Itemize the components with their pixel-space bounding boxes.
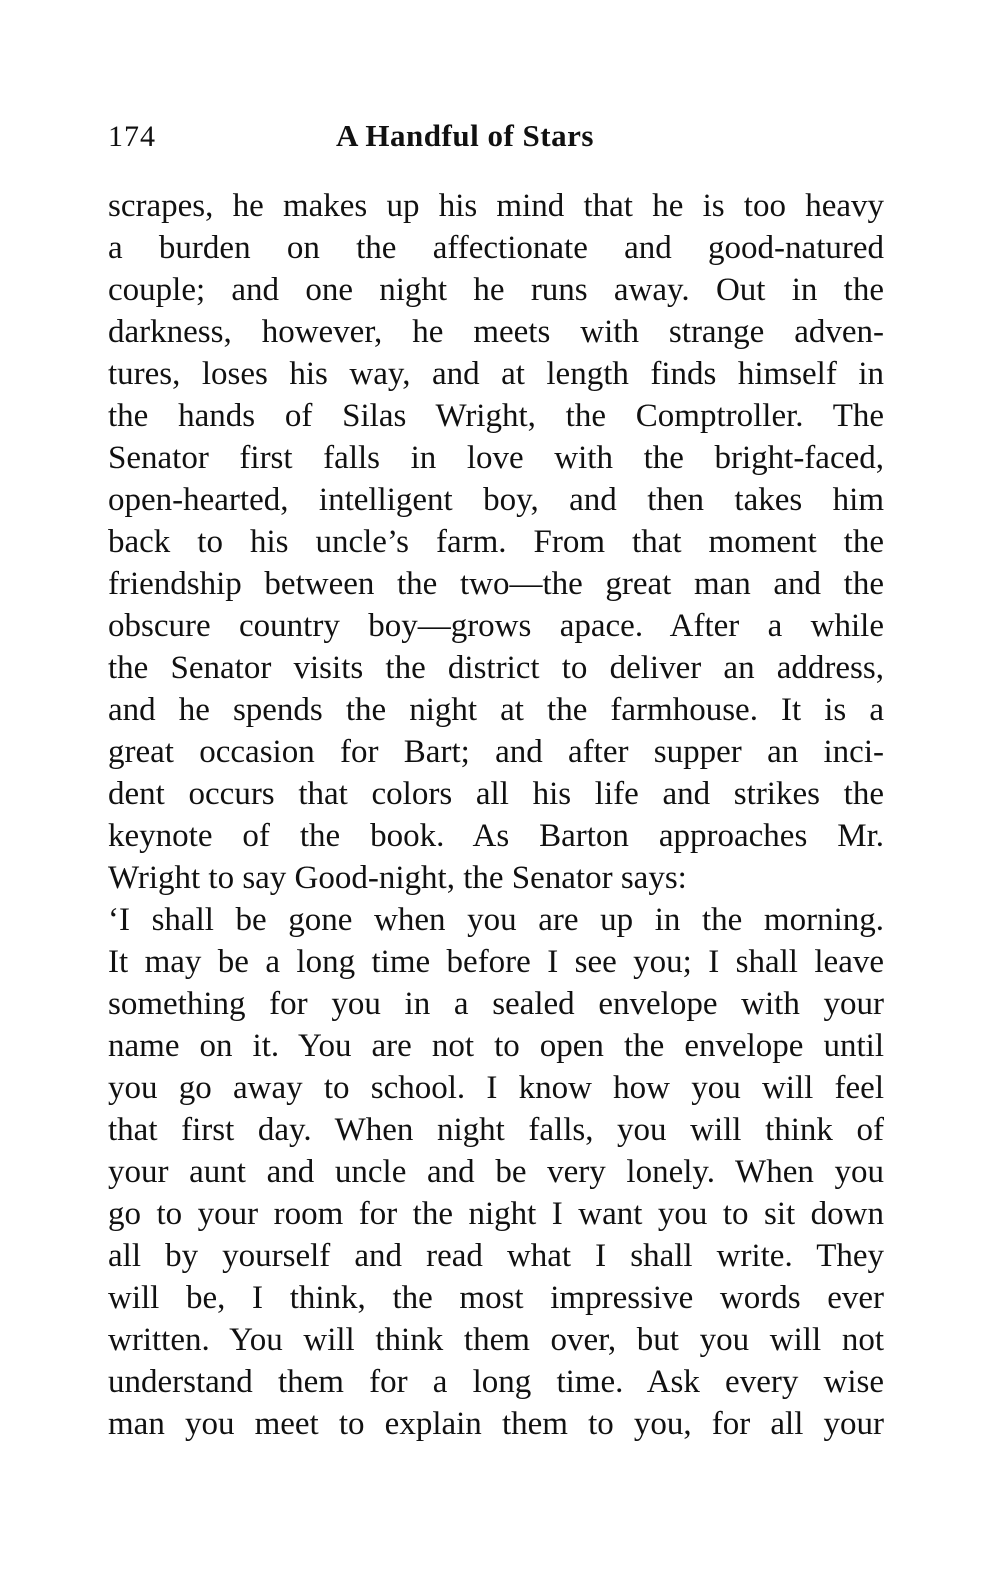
text-line: understand them for a long time. Ask every wise xyxy=(108,1364,884,1400)
text-line: scrapes, he makes up his mind that he is too heavy xyxy=(108,188,884,224)
text-line: open-hearted, intelligent boy, and then takes him xyxy=(108,482,884,518)
text-line: all by yourself and read what I shall write. They xyxy=(108,1238,884,1274)
text-line: great occasion for Bart; and after supper an inci- xyxy=(108,734,884,770)
text-line: Senator first falls in love with the bright-faced, xyxy=(108,440,884,476)
text-line: tures, loses his way, and at length finds himself in xyxy=(108,356,884,392)
text-line: go to your room for the night I want you to sit down xyxy=(108,1196,884,1232)
text-line: couple; and one night he runs away. Out in the xyxy=(108,272,884,308)
page-body xyxy=(108,185,884,1445)
page-header xyxy=(108,112,884,162)
text-line: written. You will think them over, but you will not xyxy=(108,1322,884,1358)
running-title: A Handful of Stars xyxy=(336,118,594,153)
text-line: that first day. When night falls, you will think of xyxy=(108,1112,884,1148)
text-line: Wright to say Good-night, the Senator says: xyxy=(108,860,687,896)
text-line: and he spends the night at the farmhouse. It is a xyxy=(108,692,884,728)
text-line: friendship between the two—the great man and the xyxy=(108,566,884,602)
page-number: 174 xyxy=(108,120,156,153)
text-line: your aunt and uncle and be very lonely. When you xyxy=(108,1154,884,1190)
text-line: keynote of the book. As Barton approaches Mr. xyxy=(108,818,884,854)
text-line: back to his uncle’s farm. From that moment the xyxy=(108,524,884,560)
text-line: the Senator visits the district to deliver an address, xyxy=(108,650,884,686)
text-line: It may be a long time before I see you; I shall leave xyxy=(108,944,884,980)
text-line: will be, I think, the most impressive words ever xyxy=(108,1280,884,1316)
text-line: name on it. You are not to open the envelope until xyxy=(108,1028,884,1064)
text-line: dent occurs that colors all his life and strikes the xyxy=(108,776,884,812)
text-line: you go away to school. I know how you will feel xyxy=(108,1070,884,1106)
text-line: a burden on the affectionate and good-natured xyxy=(108,230,884,266)
text-line: something for you in a sealed envelope with your xyxy=(108,986,884,1022)
text-line: the hands of Silas Wright, the Comptroller. The xyxy=(108,398,884,434)
text-line: man you meet to explain them to you, for all your xyxy=(108,1406,884,1442)
text-line: obscure country boy—grows apace. After a while xyxy=(108,608,884,644)
text-line: ‘I shall be gone when you are up in the morning. xyxy=(108,902,884,938)
text-line: darkness, however, he meets with strange adven- xyxy=(108,314,884,350)
